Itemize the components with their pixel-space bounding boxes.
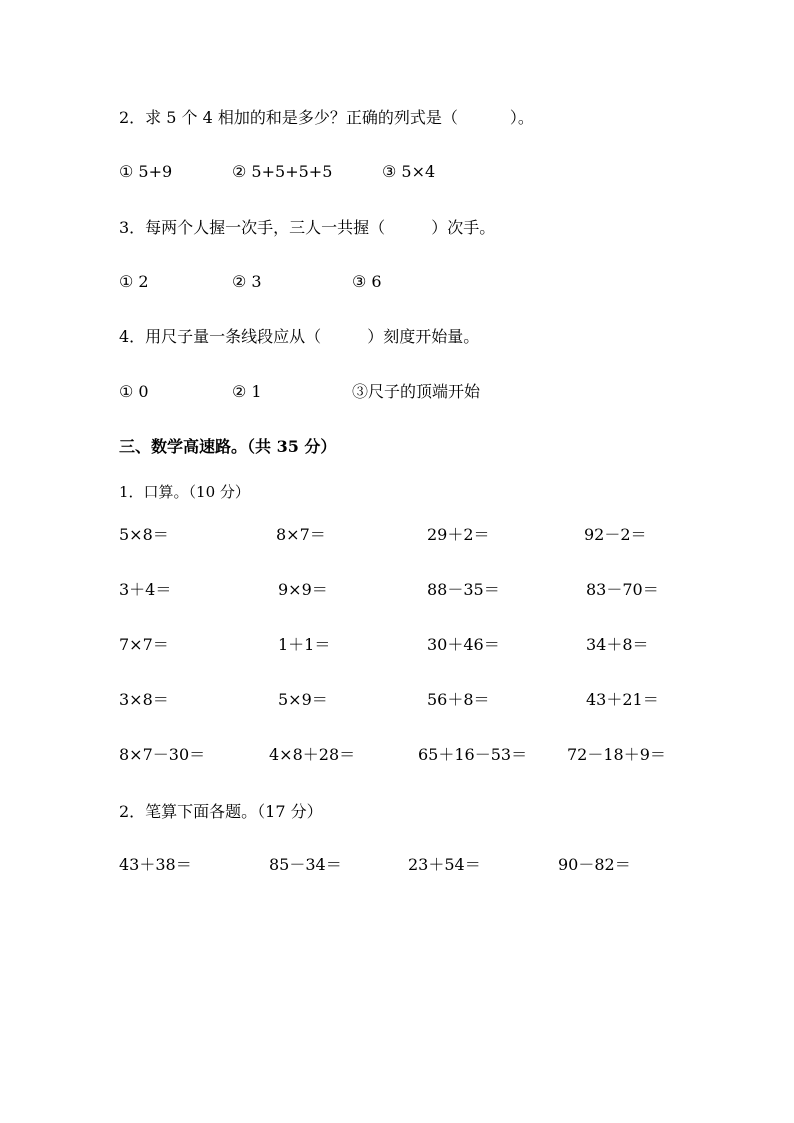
arithmetic-problem: 43＋21＝	[586, 690, 659, 709]
arithmetic-problem: 56＋8＝	[427, 690, 490, 709]
arithmetic-problem: 4×8＋28＝	[269, 745, 356, 764]
option-1[interactable]: ① 5+9	[119, 162, 173, 181]
question-4-options	[0, 380, 794, 404]
arithmetic-row-2	[0, 578, 794, 602]
question-2	[119, 108, 534, 128]
part-2-title: 2．笔算下面各题。（17 分）	[119, 802, 323, 821]
question-2-text: 2．求 5 个 4 相加的和是多少？正确的列式是（	[119, 108, 458, 127]
written-calc-problem: 85－34＝	[269, 855, 342, 874]
question-3	[119, 218, 495, 238]
question-2-options	[0, 160, 794, 184]
option-2[interactable]: ② 1	[232, 382, 262, 401]
arithmetic-problem: 7×7＝	[119, 635, 169, 654]
arithmetic-row-5	[0, 743, 794, 767]
arithmetic-problem: 29＋2＝	[427, 525, 490, 544]
arithmetic-problem: 1＋1＝	[278, 635, 331, 654]
question-4	[119, 327, 479, 347]
arithmetic-row-1	[0, 523, 794, 547]
question-3-options	[0, 270, 794, 294]
arithmetic-problem: 88－35＝	[427, 580, 500, 599]
option-2[interactable]: ② 5+5+5+5	[232, 162, 333, 181]
option-1[interactable]: ① 2	[119, 272, 149, 291]
option-3[interactable]: ③ 5×4	[382, 162, 436, 181]
arithmetic-problem: 8×7－30＝	[119, 745, 206, 764]
option-2[interactable]: ② 3	[232, 272, 262, 291]
arithmetic-problem: 9×9＝	[278, 580, 328, 599]
arithmetic-problem: 65＋16－53＝	[418, 745, 528, 764]
option-3[interactable]: ③ 6	[352, 272, 382, 291]
arithmetic-problem: 72－18＋9＝	[567, 745, 666, 764]
arithmetic-problem: 3×8＝	[119, 690, 169, 709]
arithmetic-problem: 8×7＝	[276, 525, 326, 544]
arithmetic-problem: 30＋46＝	[427, 635, 500, 654]
arithmetic-problem: 3＋4＝	[119, 580, 172, 599]
written-calc-problem: 43＋38＝	[119, 855, 192, 874]
arithmetic-problem: 34＋8＝	[586, 635, 649, 654]
option-1[interactable]: ① 0	[119, 382, 149, 401]
question-4-text: 4．用尺子量一条线段应从（	[119, 327, 322, 346]
written-calc-problem: 90－82＝	[558, 855, 631, 874]
arithmetic-row-4	[0, 688, 794, 712]
section-title: 三、数学高速路。（共 35 分）	[119, 437, 337, 456]
arithmetic-problem: 92－2＝	[584, 525, 647, 544]
question-3-suffix: ）次手。	[431, 218, 496, 237]
written-calc-problem: 23＋54＝	[408, 855, 481, 874]
arithmetic-problem: 5×9＝	[278, 690, 328, 709]
written-calc-row	[0, 853, 794, 877]
arithmetic-row-3	[0, 633, 794, 657]
arithmetic-problem: 83－70＝	[586, 580, 659, 599]
part-1-title: 1．口算。（10 分）	[119, 483, 250, 501]
question-3-text: 3．每两个人握一次手，三人一共握（	[119, 218, 386, 237]
arithmetic-problem: 5×8＝	[119, 525, 169, 544]
question-2-suffix: ）。	[509, 108, 534, 127]
option-3[interactable]: ③尺子的顶端开始	[352, 382, 481, 401]
question-4-suffix: ）刻度开始量。	[367, 327, 480, 346]
